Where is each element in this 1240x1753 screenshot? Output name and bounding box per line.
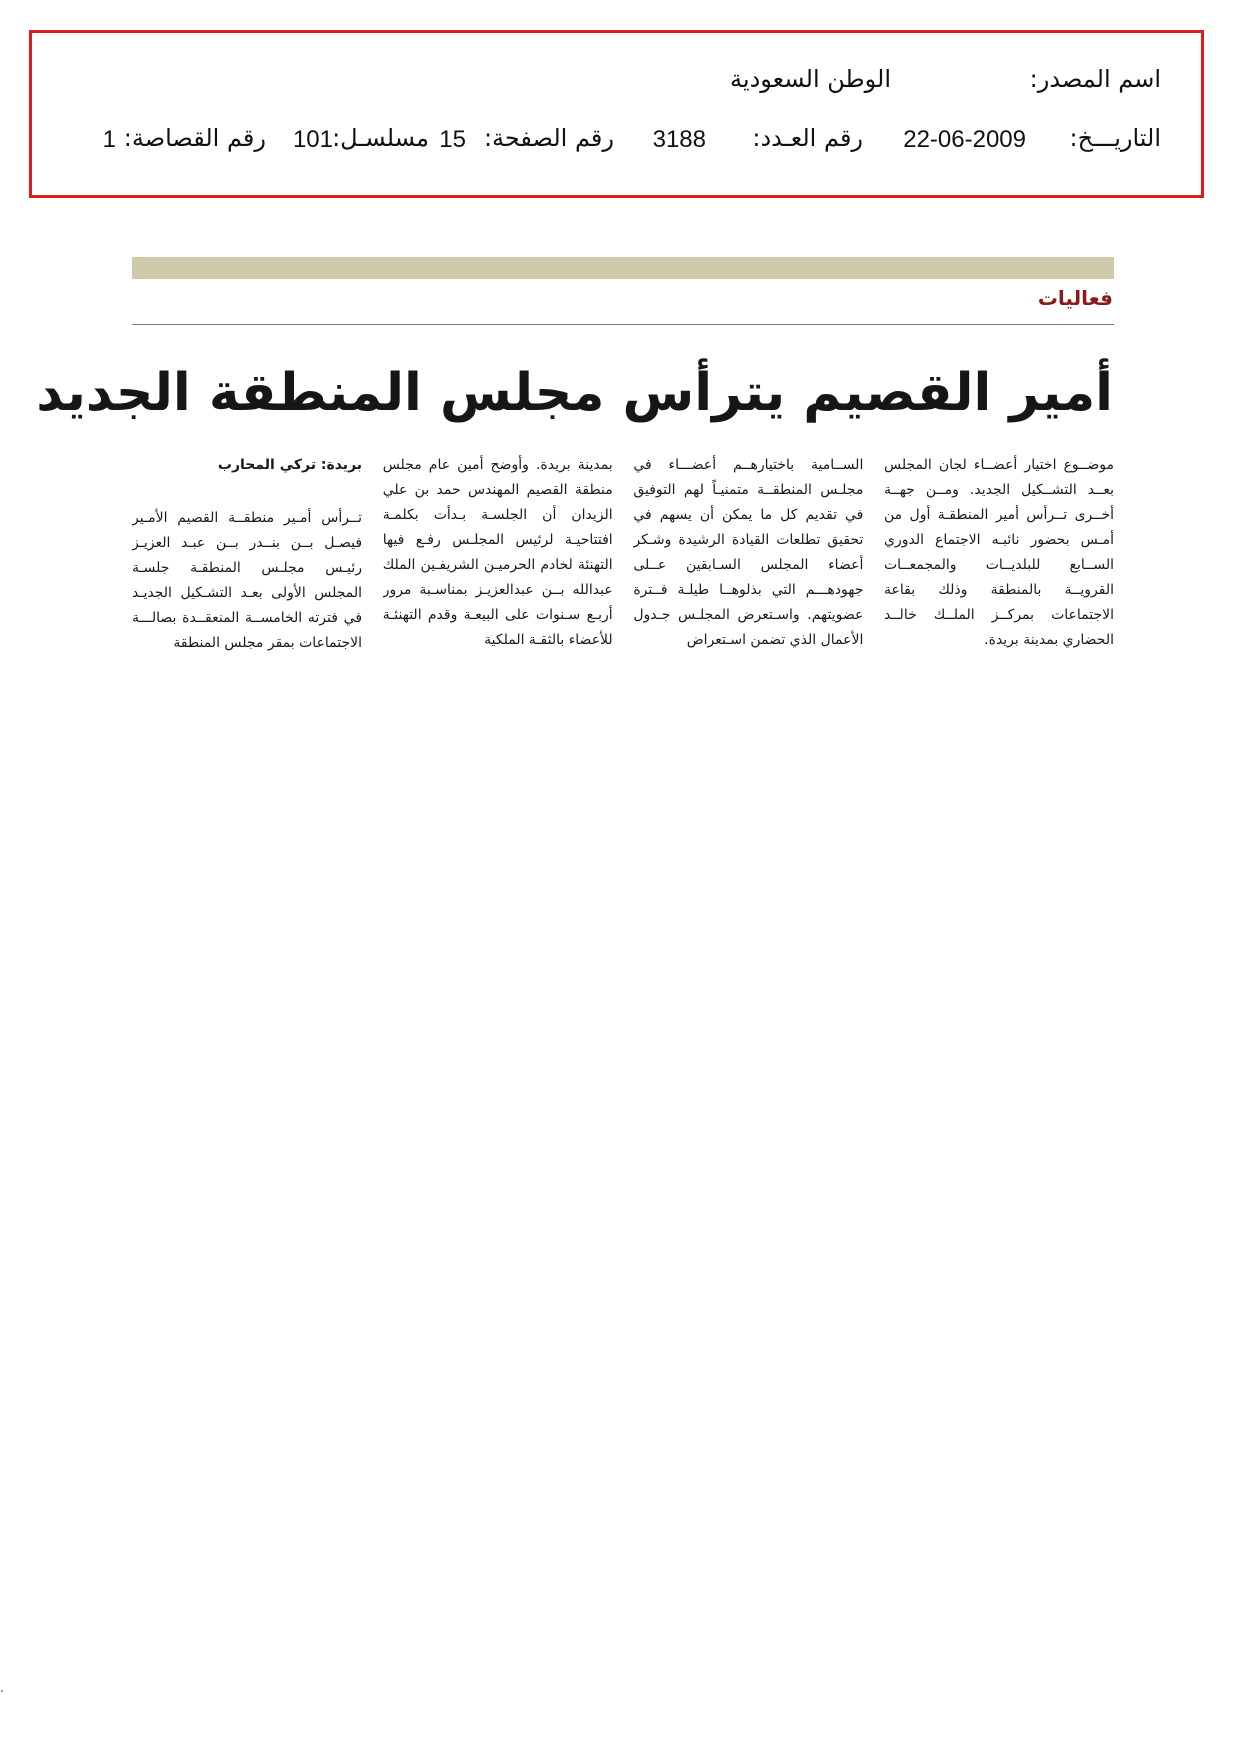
serial-label: مسلسـل:: [332, 124, 429, 152]
issue-value: 3188: [652, 126, 706, 153]
issue-label: رقم العـدد:: [752, 124, 863, 152]
article-column-2: [383, 453, 613, 673]
source-value: الوطن السعودية: [730, 65, 891, 93]
article-column-1-text: تــرأس أمـير منطقــة القصيم الأمـير فيصـل بــن بنــدر بــن عبـد العزيـز رئيـس مجلـس المنطقـة جلسـة المجلس الأولى بعـد التشـكيل الجديـد في فترته الخامســة المنعقــدة بصالـــة الاجتماعات بمقر مجلس المنطقة: [132, 510, 363, 651]
article-column-2-text: بمدينة بريدة. وأوضح أمين عام مجلس منطقة القصيم المهندس حمد بن علي الزيدان أن الجلسـة بـدأت بكلمـة افتتاحيـة لرئيس المجلـس رفـع فيها التهنئة لخادم الحرميـن الشريفـين الملك عبدالله بــن عبدالعزيـز بمناسـبة مرور أربـع سـنوات على البيعـة وقدم التهنئـة للأعضاء بالثقـة الملكية: [382, 457, 613, 648]
article-column-1: [132, 453, 362, 673]
article-column-3-text: الســامية باختيارهــم أعضـــاء في مجلـس المنطقــة متمنيـاً لهم التوفيق في تقديم كل ما يمكن أن يسهم في تحقيق تطلعات القيادة الرشيدة وشـكر أعضاء المجلس السـابقين عــلى جهودهـــم التي بذلوهــا طيلـة فــترة عضويتهم. واسـتعرض المجلـس جـدول الأعمال الذي تضمن اسـتعراض: [633, 457, 864, 648]
clip-label: رقم القصاصة:: [123, 124, 266, 152]
date-label: التاريـــخ:: [1069, 124, 1161, 152]
date-value: 22-06-2009: [903, 126, 1026, 153]
article-column-4-text: موضــوع اختيار أعضــاء لجان المجلس بعــد التشــكيل الجديد. ومــن جهــة أخــرى تــرأس أمير المنطقـة أول من أمـس بحضور نائبـه الاجتماع الدوري الســابع للبلديــات والمجمعــات القرويــة بالمنطقة وذلك بقاعة الاجتماعات بمركــز الملــك خالــد الحضاري بمدينة بريدة.: [884, 457, 1114, 648]
serial-value: 101: [292, 126, 333, 153]
article-column-3: [633, 453, 863, 673]
section-divider: [132, 324, 1114, 325]
clip-value: 1: [102, 126, 116, 153]
article-column-4: [884, 453, 1114, 673]
source-label: اسم المصدر:: [1029, 65, 1161, 93]
scan-edge-mark: [1, 1690, 3, 1692]
article-byline: بريدة: تركي المحارب: [217, 457, 363, 473]
article-headline: أمير القصيم يترأس مجلس المنطقة الجديد: [36, 363, 1113, 423]
section-label: فعاليات: [1037, 286, 1113, 310]
page-value: 15: [439, 126, 466, 153]
metadata-box: [29, 30, 1204, 198]
article-columns: [132, 453, 1114, 673]
section-color-bar: [132, 257, 1114, 279]
page-label: رقم الصفحة:: [483, 124, 614, 152]
